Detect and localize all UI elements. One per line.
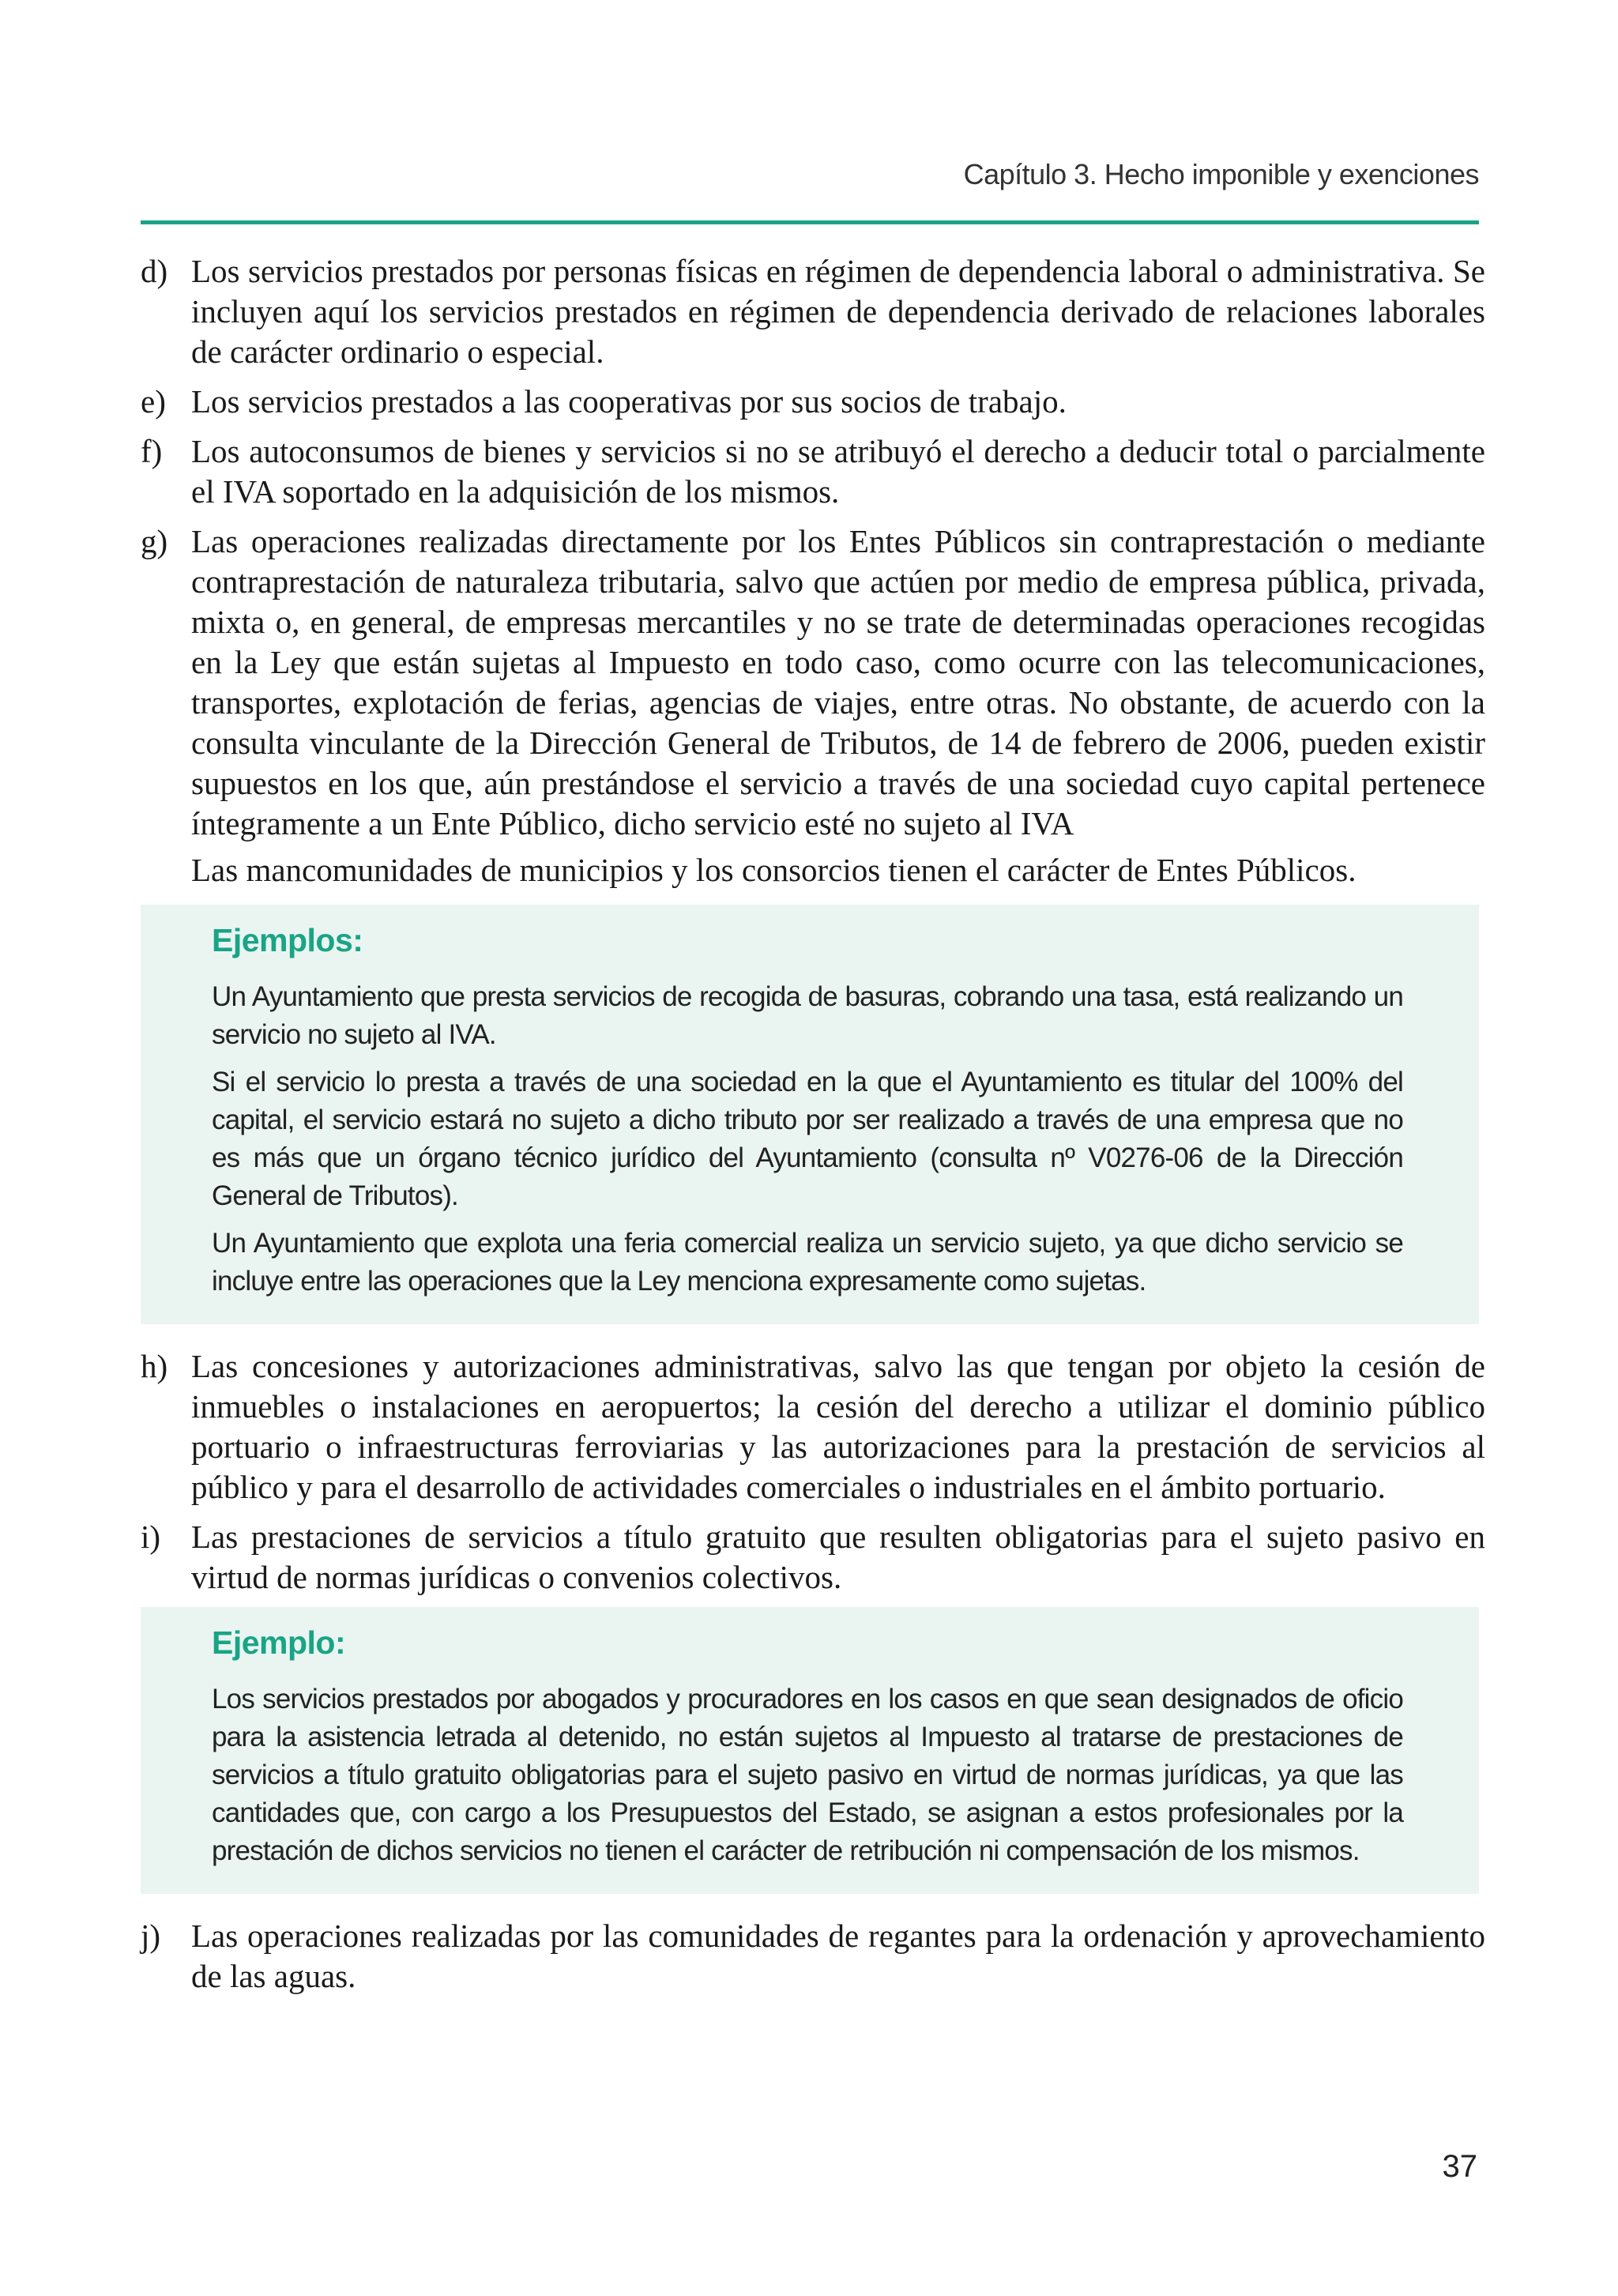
- example-paragraph: Los servicios prestados por abogados y procuradores en los casos en que sean designados de oficio para la asistencia letrada al detenido, no están sujetos al Impuesto al tratarse de prestaciones de servicios a título gratuito obligatorias para el sujeto pasivo en virtud de normas jurídicas, ya que las cantidades que, con cargo a los Presupuestos del Estado, se asignan a estos profesionales por la prestación de dichos servicios no tienen el carácter de retribución ni compensación de los mismos.: [212, 1684, 1403, 1866]
- list-item-text: Las prestaciones de servicios a título gratuito que resulten obligatorias para el sujeto pasivo en virtud de normas jurídicas o convenios colectivos.: [191, 1519, 1485, 1595]
- example-paragraph: Un Ayuntamiento que explota una feria comercial realiza un servicio sujeto, ya que dicho servicio se incluye entre las operaciones que la Ley menciona expresamente como sujetas.: [212, 1228, 1403, 1297]
- chapter-header: Capítulo 3. Hecho imponible y exenciones: [963, 158, 1479, 190]
- list-item-text: Los autoconsumos de bienes y servicios si no se atribuyó el derecho a deducir total o parcialmente el IVA soportado en la adquisición de los mismos.: [191, 433, 1485, 510]
- list-item-i: [141, 1517, 1485, 1598]
- list-item-g: [141, 521, 1485, 844]
- list-item-e: [141, 382, 1485, 422]
- example-title: Ejemplo:: [212, 1624, 346, 1661]
- example-paragraph: Un Ayuntamiento que presta servicios de recogida de basuras, cobrando una tasa, está realizando un servicio no sujeto al IVA.: [212, 981, 1403, 1050]
- header-divider: [141, 220, 1479, 224]
- list-item-f: [141, 431, 1485, 512]
- list-item-j: [141, 1916, 1485, 1997]
- list-item-text: Las concesiones y autorizaciones administrativas, salvo las que tengan por objeto la cesión de inmuebles o instalaciones en aeropuertos; la cesión del derecho a utilizar el dominio público portuario o infraestructuras ferroviarias y las autorizaciones para la prestación de servicios al público y para el desarrollo de actividades comerciales o industriales en el ámbito portuario.: [191, 1348, 1485, 1505]
- list-marker: h): [141, 1348, 168, 1384]
- example-box: [141, 1607, 1479, 1894]
- list-marker: j): [141, 1918, 161, 1954]
- list-item-text: Las operaciones realizadas por las comunidades de regantes para la ordenación y aprovechamiento de las aguas.: [191, 1918, 1485, 1994]
- examples-box: [141, 905, 1479, 1324]
- list-marker: i): [141, 1519, 161, 1555]
- list-item-text: Las operaciones realizadas directamente por los Entes Públicos sin contraprestación o mediante contraprestación de naturaleza tributaria, salvo que actúen por medio de empresa pública, privada, mixta o, en general, de empresas mercantiles y no se trate de determinadas operaciones recogidas en la Ley que están sujetas al Impuesto en todo caso, como ocurre con las telecomunicaciones, transportes, explotación de ferias, agencias de viajes, entre otras. No obstante, de acuerdo con la consulta vinculante de la Dirección General de Tributos, de 14 de febrero de 2006, pueden existir supuestos en los que, aún prestándose el servicio a través de una sociedad cuyo capital pertenece íntegramente a un Ente Público, dicho servicio esté no sujeto al IVA: [191, 523, 1485, 841]
- list-marker: d): [141, 253, 168, 289]
- examples-title: Ejemplos:: [212, 922, 363, 958]
- list-item-h: [141, 1346, 1485, 1507]
- page-content: [141, 251, 1485, 2006]
- list-item-d: [141, 251, 1485, 372]
- list-marker: e): [141, 383, 166, 420]
- list-item-text: Los servicios prestados a las cooperativas por sus socios de trabajo.: [191, 383, 1067, 420]
- list-marker: f): [141, 433, 163, 469]
- list-marker: g): [141, 523, 168, 559]
- example-paragraph: Si el servicio lo presta a través de una sociedad en la que el Ayuntamiento es titular del 100% del capital, el servicio estará no sujeto a dicho tributo por ser realizado a través de una empresa que no es más que un órgano técnico jurídico del Ayuntamiento (consulta nº V0276-06 de la Dirección General de Tributos).: [212, 1067, 1403, 1211]
- list-item-g-note: Las mancomunidades de municipios y los consorcios tienen el carácter de Entes Públicos.: [191, 852, 1356, 888]
- page-number: 37: [1442, 2149, 1477, 2184]
- list-item-text: Los servicios prestados por personas físicas en régimen de dependencia laboral o administrativa. Se incluyen aquí los servicios prestados en régimen de dependencia derivado de relaciones laborales de carácter ordinario o especial.: [191, 253, 1485, 370]
